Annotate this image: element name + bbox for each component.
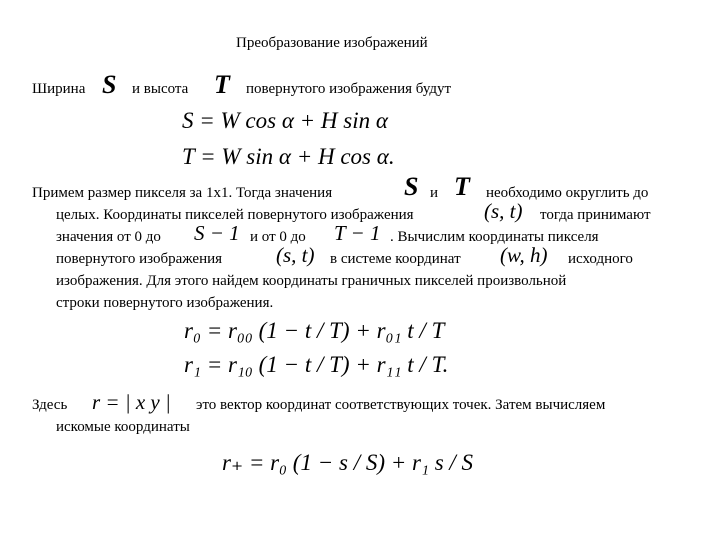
- p2-line5: изображения. Для этого найдем координаты граничных пикселей произвольной: [56, 273, 567, 289]
- p2-line3-formula1: S − 1: [194, 221, 240, 245]
- p3-text-line2: искомые координаты: [56, 419, 190, 435]
- rotated-text: повернутого изображения будут: [246, 81, 452, 97]
- p2-line4-c: исходного: [568, 251, 633, 267]
- width-label: Ширина: [32, 81, 86, 97]
- p2-line1-c: необходимо округлить до: [486, 185, 649, 201]
- p2-line1-and: и: [430, 185, 439, 201]
- formula-t: T = W sin α + H cos α.: [182, 144, 395, 169]
- p2-line2-formula: (s, t): [484, 199, 523, 223]
- symbol-s: S: [102, 70, 117, 99]
- p2-line2-a: целых. Координаты пикселей повернутого изображения: [56, 207, 414, 223]
- p2-line3-a: значения от 0 до: [56, 229, 161, 245]
- symbol-t: T: [214, 70, 230, 99]
- p2-line1-a: Примем размер пикселя за 1x1. Тогда значения: [32, 185, 333, 201]
- p2-symbol-s: S: [404, 172, 419, 201]
- p3-text: это вектор координат соответствующих точек. Затем вычисляем: [196, 397, 606, 413]
- p2-line4-formula2: (w, h): [500, 243, 548, 267]
- p3-vector-formula: r = | x y |: [92, 390, 171, 414]
- p2-line6: строки повернутого изображения.: [56, 295, 274, 311]
- p2-symbol-t: T: [454, 172, 470, 201]
- p2-line3-c: . Вычислим координаты пикселя: [390, 229, 599, 245]
- p2-line2-b: тогда принимают: [540, 207, 651, 223]
- p2-line4-formula1: (s, t): [276, 243, 315, 267]
- formula-rplus: r₊ = r₀ (1 − s / S) + r₁ s / S: [222, 450, 474, 475]
- p2-line3-b: и от 0 до: [250, 229, 306, 245]
- p2-line4-a: повернутого изображения: [56, 251, 223, 267]
- page-title: Преобразование изображений: [236, 35, 428, 51]
- p3-here: Здесь: [32, 397, 68, 413]
- formula-r0: r₀ = r₀₀ (1 − t / T) + r₀₁ t / T: [184, 318, 445, 343]
- p2-line4-b: в системе координат: [330, 251, 461, 267]
- formula-s: S = W cos α + H sin α: [182, 108, 388, 133]
- formula-r1: r₁ = r₁₀ (1 − t / T) + r₁₁ t / T.: [184, 352, 449, 377]
- p2-line3-formula2: T − 1: [334, 221, 381, 245]
- height-label: и высота: [132, 81, 189, 97]
